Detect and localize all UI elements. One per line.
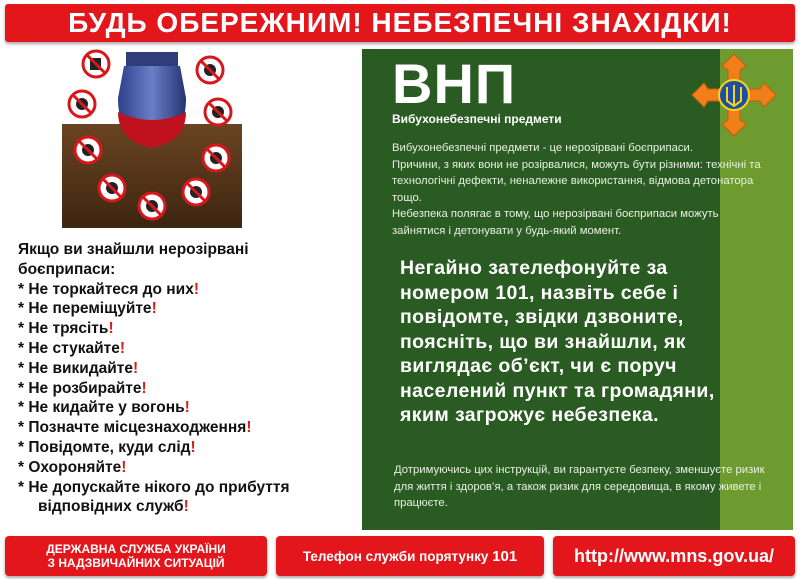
phone-label-text: Телефон служби порятунку [302, 548, 489, 564]
rule-text: Не переміщуйте [28, 300, 152, 318]
rule-text: Позначте місцезнаходження [28, 419, 247, 437]
list-item [18, 478, 358, 498]
exclaim: ! [190, 438, 196, 456]
rule-text: відповідних служб [38, 498, 184, 516]
prohibition-icon [205, 99, 231, 125]
list-item [18, 379, 358, 399]
bullet: * [18, 280, 25, 298]
call-to-action: Негайно зателефонуйте за номером 101, назвіть себе і повідомте, звідки дзвоните, поясніть, що ви знайшли, як виглядає об’єкт, чи є поруч населений пункт та громадяни, яким загрожує небезпека. [400, 257, 715, 426]
list-item [18, 280, 358, 300]
list-item [18, 319, 358, 339]
rules-items [18, 280, 358, 518]
header-title: БУДЬ ОБЕРЕЖНИМ! НЕБЕЗПЕЧНІ ЗНАХІДКИ! [68, 7, 732, 38]
bullet: * [18, 458, 25, 476]
phone-number: 101 [492, 547, 518, 565]
bullet: * [18, 399, 25, 417]
bullet: * [18, 419, 25, 437]
header-banner [5, 4, 795, 42]
exclaim: ! [183, 498, 189, 516]
rule-text: Не допускайте нікого до прибуття [28, 478, 290, 496]
prohibition-icon [75, 137, 101, 163]
rule-text: Не кидайте у вогонь [28, 399, 185, 417]
description-paragraph: Небезпека полягає в тому, що нерозірвані боєприпаси можуть зайнятися і детонувати у будь-який момент. [392, 208, 719, 237]
prohibition-icon [69, 91, 95, 117]
rules-intro-line2: боєприпаси [18, 260, 111, 278]
mchs-emblem-icon [690, 52, 778, 138]
agency-label [5, 536, 267, 576]
website-url[interactable]: http://www.mns.gov.ua/ [574, 545, 774, 566]
agency-line2: З НАДЗВИЧАЙНИХ СИТУАЦІЙ [47, 556, 225, 570]
prohibition-icon [183, 179, 209, 205]
rules-intro-line1: Якщо ви знайшли нерозірвані [18, 241, 249, 258]
prohibition-icon [203, 145, 229, 171]
prohibition-icon [99, 175, 125, 201]
bullet: * [18, 379, 25, 397]
list-item [18, 497, 358, 517]
list-item [18, 339, 358, 359]
bullet: * [18, 359, 25, 377]
bullet: * [18, 320, 25, 338]
agency-line1: ДЕРЖАВНА СЛУЖБА УКРАЇНИ [46, 542, 226, 556]
rule-text: Повідомте, куди слід [28, 438, 191, 456]
bomb-icon [118, 52, 186, 148]
rules-list [18, 240, 358, 517]
bullet: * [18, 438, 25, 456]
rule-text: Не викидайте [28, 359, 134, 377]
exclaim: ! [246, 419, 252, 437]
exclaim: ! [119, 339, 125, 357]
prohibition-icon [139, 193, 165, 219]
list-item [18, 438, 358, 458]
description-paragraph: Причини, з яких вони не розірвалися, можуть бути різними: технічні та технологічні дефекти, неналежне використання, відмова детонатора тощо. [392, 158, 761, 204]
panel-description [392, 140, 772, 239]
exclaim: ! [133, 359, 139, 377]
rule-text: Охороняйте [28, 458, 122, 476]
panel-footer-note: Дотримуючись цих інструкцій, ви гарантуєте безпеку, зменшуєте ризик для життя і здоров’я, а також ризик для середовища, в якому живете і працюєте. [394, 464, 765, 509]
exclaim: ! [184, 399, 190, 417]
rule-text: Не торкайтеся до них [28, 280, 194, 298]
exclaim: ! [121, 458, 127, 476]
list-item [18, 398, 358, 418]
prohibition-icon [83, 51, 109, 77]
panel-subtitle: Вибухонебезпечні предмети [392, 112, 562, 126]
rule-text: Не трясіть [28, 320, 109, 338]
rules-intro-colon: : [110, 260, 116, 278]
warning-bomb-illustration [62, 46, 242, 228]
exclaim: ! [193, 280, 199, 298]
phone-label [276, 536, 544, 576]
list-item [18, 418, 358, 438]
rule-text: Не розбирайте [28, 379, 142, 397]
exclaim: ! [141, 379, 147, 397]
bullet: * [18, 300, 25, 318]
list-item [18, 359, 358, 379]
rules-intro [18, 240, 358, 280]
list-item [18, 458, 358, 478]
description-paragraph: Вибухонебезпечні предмети - це нерозірвані боєприпаси. [392, 142, 693, 154]
exclaim: ! [151, 300, 157, 318]
exclaim: ! [108, 320, 114, 338]
bullet: * [18, 478, 25, 496]
bullet: * [18, 339, 25, 357]
panel-title: ВНП [392, 52, 517, 115]
prohibition-icon [197, 57, 223, 83]
list-item [18, 299, 358, 319]
rule-text: Не стукайте [28, 339, 120, 357]
website-link[interactable] [553, 536, 795, 576]
